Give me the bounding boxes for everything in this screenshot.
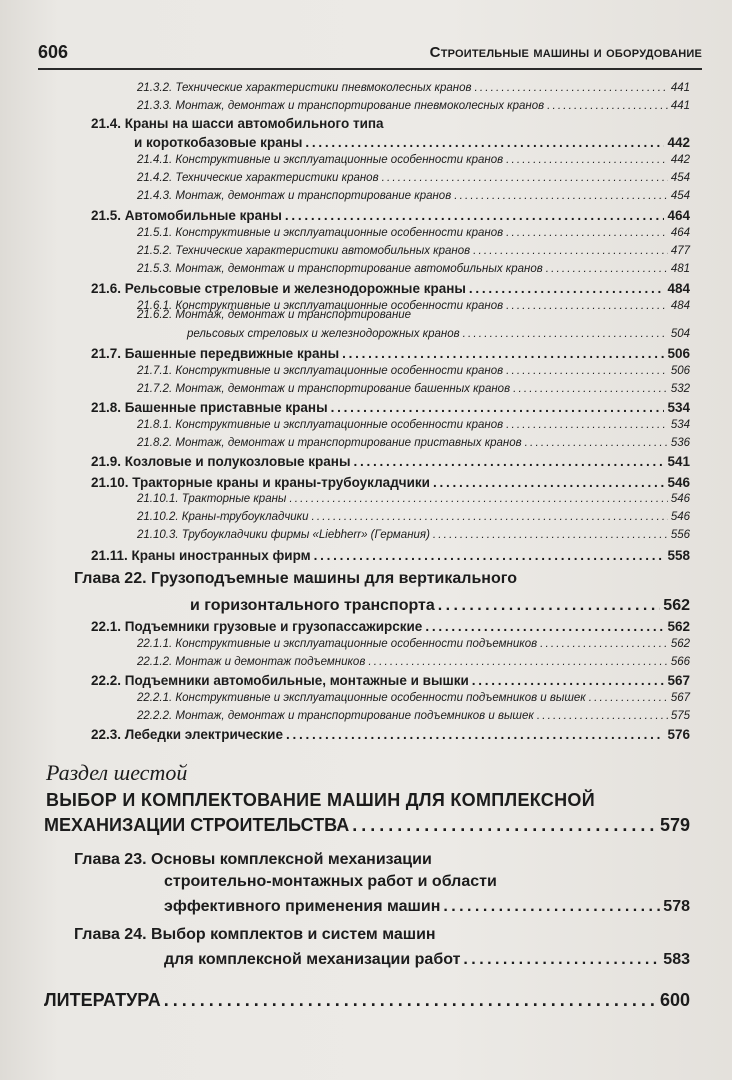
toc-entry-21-5-2[interactable]: 21.5.2. Технические характеристики автомобильных кранов . . . 477 <box>137 242 690 257</box>
toc-literature[interactable]: ЛИТЕРАТУРА . . . 600 <box>44 987 690 1011</box>
toc-section-6[interactable]: МЕХАНИЗАЦИИ СТРОИТЕЛЬСТВА . . . 579 <box>44 812 690 836</box>
running-header <box>38 38 702 70</box>
toc-entry-21-6-2-line1: 21.6.2. Монтаж, демонтаж и транспортирование <box>137 309 412 321</box>
toc-entry-21-4[interactable]: и короткобазовые краны . . . 442 <box>134 132 690 150</box>
toc-entry-21-10[interactable]: 21.10. Тракторные краны и краны-трубоукладчики . . . 546 <box>91 472 690 490</box>
toc-entry-22-2-1[interactable]: 22.2.1. Конструктивные и эксплуатационные особенности подъемников и вышек . . . 567 <box>137 689 690 704</box>
toc-entry-21-6-2[interactable]: рельсовых стреловых и железнодорожных кранов . . . 504 <box>187 325 690 340</box>
toc-entry-22-1-1[interactable]: 22.1.1. Конструктивные и эксплуатационные особенности подъемников . . . 562 <box>137 635 690 650</box>
toc-entry-21-11[interactable]: 21.11. Краны иностранных фирм . . . 558 <box>91 545 690 563</box>
toc-entry-21-4-3[interactable]: 21.4.3. Монтаж, демонтаж и транспортирование кранов . . . 454 <box>137 187 690 202</box>
toc-entry-21-6-1[interactable]: 21.6.1. Конструктивные и эксплуатационные особенности кранов . . . 484 <box>137 297 690 312</box>
toc-entry-22-1-2[interactable]: 22.1.2. Монтаж и демонтаж подъемников . . . 566 <box>137 653 690 668</box>
toc-entry-22-2[interactable]: 22.2. Подъемники автомобильные, монтажные и вышки . . . 567 <box>91 670 690 688</box>
toc-chapter-23[interactable]: эффективного применения машин . . . 578 <box>164 894 690 916</box>
toc-entry-21-7[interactable]: 21.7. Башенные передвижные краны . . . 506 <box>91 343 690 361</box>
toc-entry-21-7-2[interactable]: 21.7.2. Монтаж, демонтаж и транспортирование башенных кранов . . . 532 <box>137 380 690 395</box>
toc-entry-21-4-line1: 21.4. Краны на шасси автомобильного типа <box>91 116 384 131</box>
toc-entry-21-4-1[interactable]: 21.4.1. Конструктивные и эксплуатационные особенности кранов . . . 442 <box>137 151 690 166</box>
toc-entry-21-7-1[interactable]: 21.7.1. Конструктивные и эксплуатационные особенности кранов . . . 506 <box>137 362 690 377</box>
chapter-22-title-line1: Глава 22. Грузоподъемные машины для вертикального <box>74 570 517 587</box>
chapter-23-title-line1: Глава 23. Основы комплексной механизации <box>74 851 432 868</box>
toc-entry-21-10-3[interactable]: 21.10.3. Трубоукладчики фирмы «Liebherr» (Германия) . . . 556 <box>137 526 690 541</box>
toc-chapter-24[interactable]: для комплексной механизации работ . . . 583 <box>164 947 690 969</box>
toc-entry-21-5[interactable]: 21.5. Автомобильные краны . . . 464 <box>91 205 690 223</box>
toc-entry-21-8-2[interactable]: 21.8.2. Монтаж, демонтаж и транспортирование приставных кранов . . . 536 <box>137 434 690 449</box>
chapter-24-title-line1: Глава 24. Выбор комплектов и систем машин <box>74 926 436 943</box>
toc-entry-22-1[interactable]: 22.1. Подъемники грузовые и грузопассажирские . . . 562 <box>91 616 690 634</box>
page-number: 606 <box>38 42 69 62</box>
toc-entry-21-6[interactable]: 21.6. Рельсовые стреловые и железнодорожные краны . . . 484 <box>91 278 690 296</box>
toc-entry-21-9[interactable]: 21.9. Козловые и полукозловые краны . . . 541 <box>91 451 690 469</box>
toc-entry-21-8-1[interactable]: 21.8.1. Конструктивные и эксплуатационные особенности кранов . . . 534 <box>137 416 690 431</box>
toc-entry-21-10-1[interactable]: 21.10.1. Тракторные краны . . . 546 <box>137 490 690 505</box>
section-title-line1: ВЫБОР И КОМПЛЕКТОВАНИЕ МАШИН ДЛЯ КОМПЛЕКСНОЙ <box>46 790 595 810</box>
chapter-23-title-line2: строительно-монтажных работ и области <box>164 873 497 890</box>
section-label: Раздел шестой <box>46 760 188 785</box>
toc-entry-21-4-2[interactable]: 21.4.2. Технические характеристики кранов . . . 454 <box>137 169 690 184</box>
toc-entry-21-3-3[interactable]: 21.3.3. Монтаж, демонтаж и транспортирование пневмоколесных кранов . . . 441 <box>137 97 690 112</box>
toc-chapter-22[interactable]: и горизонтального транспорта . . . 562 <box>190 593 690 615</box>
toc-entry-21-10-2[interactable]: 21.10.2. Краны-трубоукладчики . . . 546 <box>137 508 690 523</box>
book-title: Строительные машины и оборудование <box>429 44 702 61</box>
toc-entry-22-3[interactable]: 22.3. Лебедки электрические . . . 576 <box>91 724 690 742</box>
toc-entry-22-2-2[interactable]: 22.2.2. Монтаж, демонтаж и транспортирование подъемников и вышек . . . 575 <box>137 707 690 722</box>
toc-entry-21-5-1[interactable]: 21.5.1. Конструктивные и эксплуатационные особенности кранов . . . 464 <box>137 224 690 239</box>
toc-entry-21-8[interactable]: 21.8. Башенные приставные краны . . . 534 <box>91 397 690 415</box>
toc-entry-21-5-3[interactable]: 21.5.3. Монтаж, демонтаж и транспортирование автомобильных кранов . . . 481 <box>137 260 690 275</box>
toc-entry-21-3-2[interactable]: 21.3.2. Технические характеристики пневмоколесных кранов . . . 441 <box>137 79 690 94</box>
